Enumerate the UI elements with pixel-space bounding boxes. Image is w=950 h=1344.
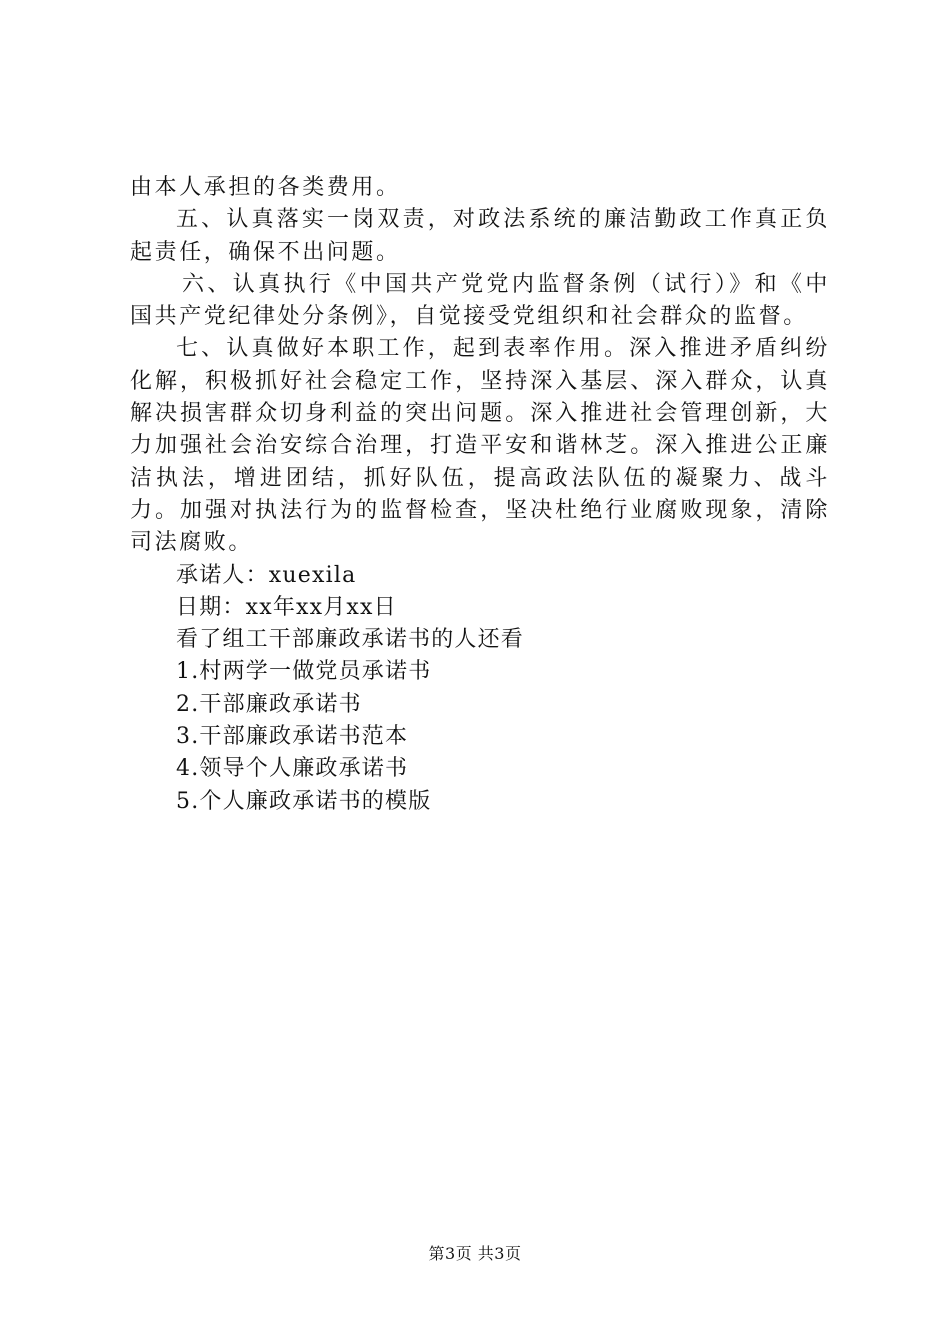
date-line: 日期：xx年xx月xx日 — [176, 594, 397, 620]
paragraph-item-six: 六、认真执行《中国共产党党内监督条例（试行）》和《中国共产党纪律处分条例》，自觉接受党组织和社会群众的监督。 — [130, 271, 830, 330]
document-body — [130, 172, 830, 818]
related-item[interactable]: 3.干部廉政承诺书范本 — [176, 724, 409, 750]
paragraph-item-five: 五、认真落实一岗双责，对政法系统的廉洁勤政工作真正负起责任，确保不出问题。 — [130, 207, 830, 265]
related-item[interactable]: 2.干部廉政承诺书 — [176, 691, 362, 717]
page-number-footer: 第3页 共3页 — [428, 1244, 522, 1263]
related-item[interactable]: 4.领导个人廉政承诺书 — [176, 756, 409, 782]
related-item[interactable]: 5.个人廉政承诺书的模版 — [176, 788, 432, 814]
related-heading: 看了组工干部廉政承诺书的人还看 — [176, 627, 525, 653]
paragraph-item-seven: 七、认真做好本职工作，起到表率作用。深入推进矛盾纠纷化解，积极抓好社会稳定工作，坚持深入基层、深入群众，认真解决损害群众切身利益的突出问题。深入推进社会管理创新，大力加强社会治安综合治理，打造平安和谐林芝。深入推进公正廉洁执法，增进团结，抓好队伍，提高政法队伍的凝聚力、战斗力。加强对执法行为的监督检查，坚决杜绝行业腐败现象，清除司法腐败。 — [130, 336, 830, 556]
paragraph-continuation: 由本人承担的各类费用。 — [130, 175, 401, 200]
signer-line: 承诺人：xuexila — [176, 562, 357, 588]
related-item[interactable]: 1.村两学一做党员承诺书 — [176, 659, 432, 685]
